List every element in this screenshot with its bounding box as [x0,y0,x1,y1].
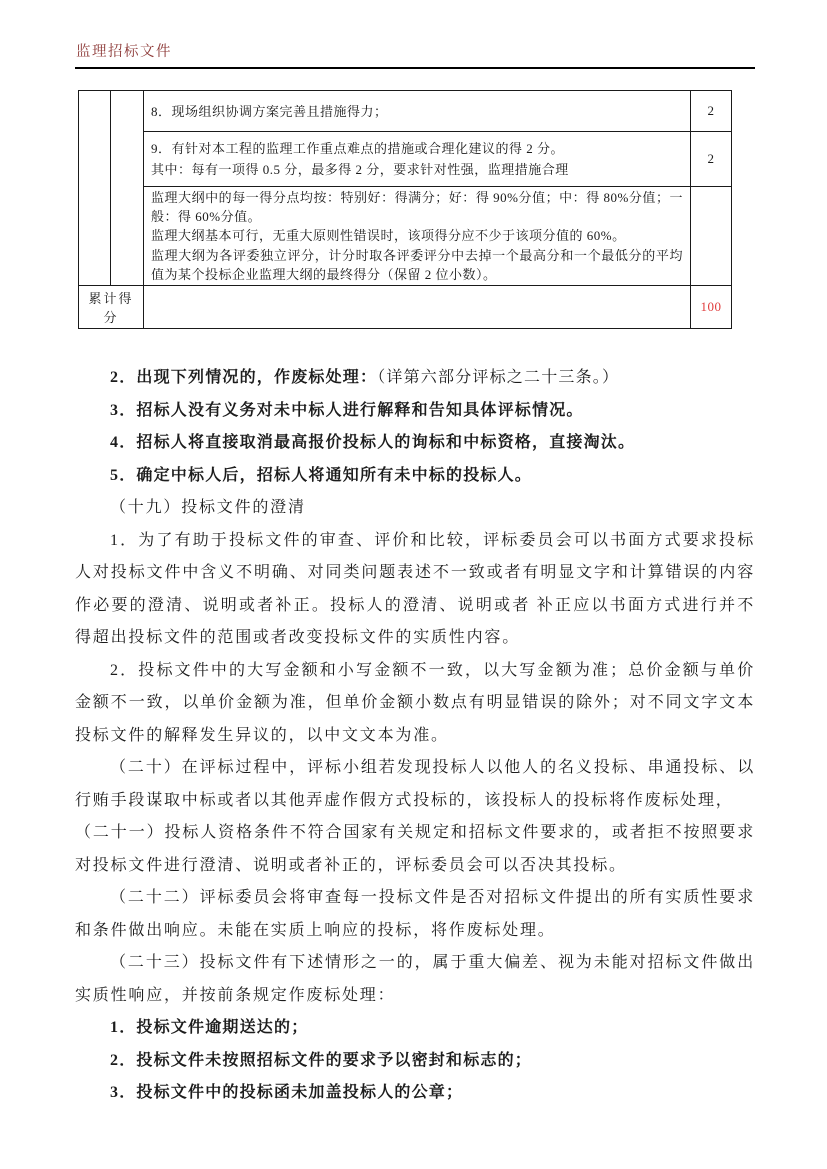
clause-item-2-text: 2．出现下列情况的，作废标处理： [110,369,378,387]
section-19-paragraph-1: 1．为了有助于投标文件的审查、评价和比较，评标委员会可以书面方式要求投标人对投标文件中含义不明确、对同类问题表述不一致或者有明显文字和计算错误的内容作必要的澄清、说明或者补正。投标人的澄清、说明或者 补正应以书面方式进行并不得超出投标文件的范围或者改变投标文件的实质性内容。 [75,531,755,647]
empty-cell-col2 [111,91,144,286]
invalid-bid-item-2: 2．投标文件未按照招标文件的要求予以密封和标志的； [110,1051,533,1069]
scoring-rules-cell [144,187,691,286]
clause-item-2-note: （详第六部分评标之二十三条。） [377,369,620,387]
total-score-row [79,286,732,329]
section-23-paragraph: （二十三）投标文件有下述情形之一的，属于重大偏差、视为未能对招标文件做出实质性响应，并按前条规定作废标处理： [75,954,755,1004]
section-19-paragraph-2: 2．投标文件中的大写金额和小写金额不一致，以大写金额为准；总价金额与单价金额不一致，以单价金额为准，但单价金额小数点有明显错误的除外；对不同文字文本投标文件的解释发生异议的，以中文文本为准。 [75,661,755,744]
empty-cell-col1 [79,91,111,286]
score-table [78,90,732,329]
criteria-row-9 [79,132,732,187]
score-cell: 2 [691,91,732,132]
clause-item-4: 4．招标人将直接取消最高报价投标人的询标和中标资格，直接淘汰。 [110,434,636,452]
criteria-text-line: 9．有针对本工程的监理工作重点难点的措施或合理化建议的得 2 分。 [151,141,565,156]
scoring-rules-row [79,187,732,286]
criteria-text-line: 其中：每有一项得 0.5 分，最多得 2 分，要求针对性强，监理措施合理 [151,162,569,177]
scoring-rule: 监理大纲为各评委独立评分，计分时取各评委评分中去掉一个最高分和一个最低分的平均值为某个投标企业监理大纲的最终得分（保留 2 位小数）。 [151,247,683,282]
clause-item-3: 3．招标人没有义务对未中标人进行解释和告知具体评标情况。 [110,401,584,419]
total-score-value: 100 [691,286,732,329]
score-cell: 2 [691,132,732,187]
section-21-paragraph: （二十一）投标人资格条件不符合国家有关规定和招标文件要求的，或者拒不按照要求对投标文件进行澄清、说明或者补正的，评标委员会可以否决其投标。 [75,824,755,874]
section-19-title: （十九）投标文件的澄清 [110,499,306,517]
total-score-label: 累计得分 [79,286,144,329]
document-body [75,362,755,1110]
clause-item-5: 5．确定中标人后，招标人将通知所有未中标的投标人。 [110,466,533,484]
section-20-paragraph: （二十）在评标过程中，评标小组若发现投标人以他人的名义投标、串通投标、以行贿手段谋取中标或者以其他弄虚作假方式投标的，该投标人的投标将作废标处理， [75,759,755,809]
invalid-bid-item-3: 3．投标文件中的投标函未加盖投标人的公章； [110,1084,464,1102]
scoring-rule: 监理大纲基本可行，无重大原则性错误时，该项得分应不少于该项分值的 60%。 [151,228,626,244]
criteria-row-8 [79,91,732,132]
total-score-middle-cell [144,286,691,329]
criteria-text-cell [144,91,691,132]
score-cell-empty [691,187,732,286]
document-header-title: 监理招标文件 [75,40,755,69]
invalid-bid-item-1: 1．投标文件逾期送达的； [110,1019,309,1037]
criteria-text-cell [144,132,691,187]
clause-item-2 [75,362,755,395]
section-22-paragraph: （二十二）评标委员会将审查每一投标文件是否对招标文件提出的所有实质性要求和条件做出响应。未能在实质上响应的投标，将作废标处理。 [75,889,755,939]
criteria-text: 8．现场组织协调方案完善且措施得力； [151,103,388,119]
scoring-rule: 监理大纲中的每一得分点均按：特别好：得满分；好：得 90%分值；中：得 80%分值；一般：得 60%分值。 [151,190,683,225]
